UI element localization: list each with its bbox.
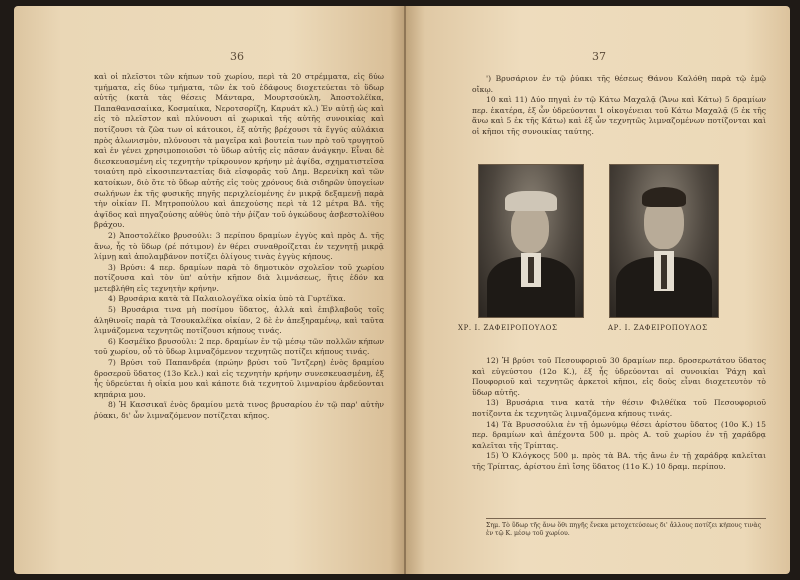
page-number-left: 36: [230, 50, 244, 63]
paragraph: 13) Βρυσάρια τινα κατὰ τὴν θέσιν Φιλθέϊκα τοῦ Πεσουφοριοῦ ποτίζοντα ἐκ τεχνητῶς λιμναζόμενα κήπους τινάς.: [472, 398, 766, 418]
left-page-text: [94, 72, 384, 422]
photo-caption-left: ΧΡ. Ι. ΖΑΦΕΙΡΟΠΟΥΛΟΣ: [458, 324, 558, 332]
paragraph: 10 καὶ 11) Δύο πηγαὶ ἐν τῷ Κάτω Μαχαλᾷ (Ἄνω καὶ Κάτω) 5 δραμίων περ. ἑκατέρα, ἐξ ὧν ὑδρεύονται 1 οἰκογένειαι τοῦ Κάτω Μαχαλᾷ (5 ἐκ τῆς ἄνω καὶ 5 ἐκ τῆς Κάτω) καὶ ἐξ ὧν τεχνητῶς λιμναζομένων ποτίζονται καὶ οἱ κῆποι τῆς συνοικίας ταύτης.: [472, 95, 766, 136]
portrait-photo-left: [478, 164, 584, 318]
right-page-top-text: [472, 74, 766, 138]
paragraph: 3) Βρύσι: 4 περ. δραμίων παρὰ τὸ δημοτικὸν σχολεῖον τοῦ χωρίου ποτίζουσα καὶ τὸν ὑπ' αὐτὴν κῆπον διὰ λιμνάσεως, ἥτις ἐδόν κα μετεβλήθη εἰς τεχνητὴν κρήνην.: [94, 262, 384, 293]
paragraph: 5) Βρυσάρια τινα μὴ ποσίμου ὕδατος, ἀλλὰ καὶ ἐπιβλαβοῦς τοῖς ἀληθινοῖς παρὰ τὰ Τσουκαλέϊκα οἰκίαν, 2 δὲ ἐν ἀπεξηραμένῳ, καὶ ταῦτα λιμνάζομενα τεχνητῶς ποτίζουσι κήπους τινάς.: [94, 305, 384, 336]
paragraph: ') Βρυσάριον ἐν τῷ ῥύακι τῆς θέσεως Θάνου Καλόθη παρὰ τῷ ἐμῷ οἴκῳ.: [472, 74, 766, 94]
portrait-photo-right: [609, 164, 719, 318]
page-number-right: 37: [592, 50, 606, 63]
paragraph: 12) Ἡ βρύσι τοῦ Πεσουφοριοῦ 30 δραμίων περ. δροσερωτάτου ὕδατος καὶ εὐγεύστου (12ο Κ.), ἐξ ἧς ὑδρεύονται αἱ συνοικίαι Ῥάχη καὶ Πουφοριοῦ καὶ τεχνητῶς ἀρκετοὶ κῆποι, εἰς δοὺς εἶναι διοχετευτὸν τὸ ὕδωρ αὐτῆς.: [472, 356, 766, 397]
paragraph: 8) Ἡ Κασσικαϊ ἐνὸς δραμίου μετὰ τινος βρυσαρίου ἐν τῷ παρ' αὐτὴν ῥύακι, δι' ὧν λιμναζόμενον ποτίζεται κῆπος.: [94, 400, 384, 420]
paragraph: 7) Βρύσι τοῦ Παπανδρέα (πρώην βρύσι τοῦ Ἴντζερη) ἐνὸς δραμίου δροσεροῦ ὕδατος (13ο Κελ.) καὶ εἰς τεχνητὴν κρήνην συνεσκευασμένη, ἐξ ἧς ὑδρεύεται ἡ οἰκία μου καὶ κάποτε διὰ τεχνητοῦ λιμναρίου ἀρδεύονται κηπάρια μου.: [94, 358, 384, 399]
paragraph: 4) Βρυσάρια κατὰ τὰ Παλαιολογέϊκα οἰκία ὑπὸ τὰ Γυρτέϊκα.: [108, 294, 346, 304]
footnote: Σημ. Τὸ ὕδωρ τῆς ἄνω ὅθι πηγῆς ἔνεκα μετοχετεύσεως δι' ἄλλους ποτίζει κήπους τινὰς ἐν τῷ Κ. μέσῳ τοῦ χωρίου.: [486, 518, 766, 539]
right-page-bottom-text: [472, 356, 766, 473]
right-page: [406, 6, 790, 574]
left-page: [14, 6, 406, 574]
paragraph: 14) Τὰ Βρυσσούλια ἐν τῇ ὁμωνύμῳ θέσει ἀρίστου ὕδατος (10ο Κ.) 15 περ. δραμίων καὶ ἀπέχοντα 500 μ. πρὸς Α. τοῦ χωρίου ἐν τῇ χαράδρᾳ καλεῖται τῆς Τρίπτας.: [472, 419, 766, 450]
paragraph: 6) Κοσμέϊκο βρυσούλι: 2 περ. δραμίων ἐν τῷ μέσῳ τῶν πολλῶν κήπων τοῦ χωρίου, οὗ τὸ ὕδωρ λιμναζόμενον τεχνητῶς ποτίζει κήπους τινάς.: [94, 336, 384, 357]
paragraph: 15) Ὁ Κλόγκοςς 500 μ. πρὸς τὰ ΒΑ. τῆς ἄνω ἐν τῇ χαράδρᾳ καλεῖται τῆς Τρίπτας, ἀρίστου ἐπὶ ἴσης ὕδατος (11ο Κ.) 10 δραμ. περίπου.: [472, 451, 766, 471]
photo-caption-right: ΑΡ. Ι. ΖΑΦΕΙΡΟΠΟΥΛΟΣ: [608, 324, 708, 332]
paragraph: καὶ οἱ πλεῖστοι τῶν κήπων τοῦ χωρίου, περὶ τὰ 20 στρέμματα, εἰς δύω τμήματα, εἰς δύω τμήματα, τῶν ἐκ τοῦ ἐδάφους διοχετεύεται τὸ ὕδωρ αὐτῆς (κατὰ τὰς θέσεις Μάνταρα, Μουρτσούκλη, Ἀποστολέϊκα, Παπαθανασαίικα, Κοσμαίικα, Νεροτσορίζη, Καρυάτ κλ.) Ἐν αὐτῇ ὡς καὶ εἰς τὸ πλεῖστον καὶ πλύνουσι αἱ χωρικαὶ τῆς αὐτῆς συνοικίας καὶ ποτίζουσι τὰ ζῶα των οἱ κάτοικοι, ἐξ αὐτῆς βρέχουσι τὰ ἔγγύς αὐλάκια πρὸς ἀλωνισμὸν, πλύνουσι τὰ μαγεῖρα καὶ βουτεία των πρὸ τοῦ τρυγητοῦ καὶ ἐν γένει χρησιμοποιοῦσι τὸ ὕδωρ αὐτῆς εἰς πᾶσαν ἀνάγκην. Εἶναι δὲ διεσκευασμένη εἰς τεχνητὴν τρίκρουνον κρήνην μὲ ἀψίδα, σχηματιστεῖσα τοιαύτη πρὸ εἰκοσιπενταετίας διὰ εἰσφορᾶς τοῦ Δημ. Βερενίκη καὶ τῶν κατοίκων, διὸ ὅτε τὸ ὕδωρ αὐτῆς εἰς τοὺς χρόνους διὰ σιδηρῶν ὑπογείων σωλήνων ἐκ τῆς φυσικῆς πηγῆς περιχλείομένης ἐν μικρᾷ δεξαμενῇ παρὰ τὴν οἰκίαν Π. Μητροπούλου καὶ ἀπεχούσης περὶ τὰ 12 μέτρα ΒΔ. τῆς ἀψῖδος καὶ πηγαζούσης αὐθὺς ὑπὸ τὴν ῥίζαν τοῦ ὀγκώδους ἀσβεστολίθου βράχου.: [94, 72, 384, 230]
paragraph: 2) Ἀποστολέϊκο βρυσούλι: 3 περίπου δραμίων ἐγγὺς καὶ πρὸς Δ. τῆς ἄνω, ἧς τὸ ὕδωρ (ρέ πότιμον) ἐν θέρει συναθροίζεται ἐν τεχνητῇ μικρᾷ λίμνῃ καὶ ἀπολαμβάνον ποτίζει ὀλίγους τινὰς ἐγγὺς κήπους.: [94, 230, 384, 262]
